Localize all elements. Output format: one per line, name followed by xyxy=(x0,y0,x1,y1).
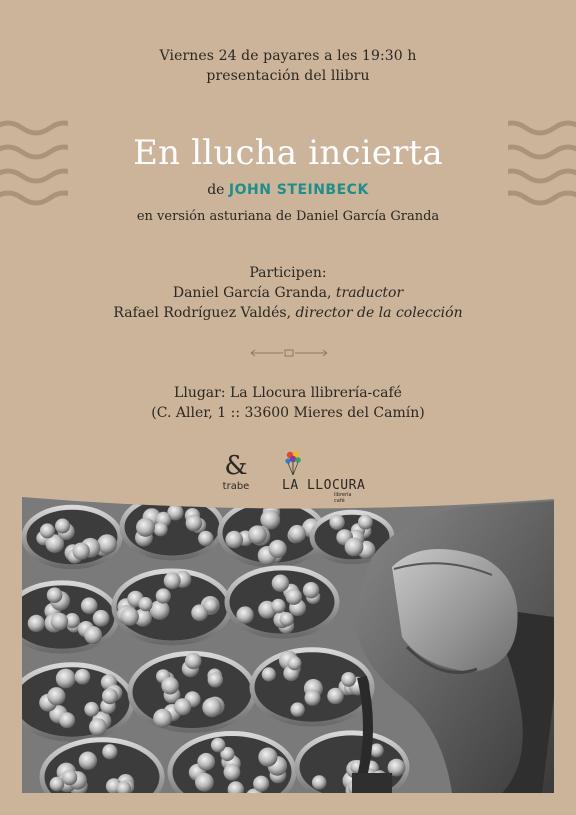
apple xyxy=(211,738,226,753)
apple xyxy=(89,718,107,736)
book-title: En llucha incierta xyxy=(133,133,443,173)
apple xyxy=(312,775,327,790)
participant-row xyxy=(0,283,576,303)
participants-heading: Participen: xyxy=(249,265,327,281)
author-name: JOHN STEINBECK xyxy=(228,182,369,198)
apple xyxy=(286,589,302,605)
apple xyxy=(28,615,45,632)
apple xyxy=(186,515,203,532)
trabe-logo xyxy=(214,453,258,497)
author-prefix: de xyxy=(207,182,225,198)
participant-role: director de la colección xyxy=(295,305,463,321)
apple xyxy=(358,515,373,530)
balloons-icon xyxy=(284,450,304,476)
venue-block xyxy=(0,383,576,423)
apple xyxy=(288,525,306,543)
apple xyxy=(280,612,294,626)
ampersand-icon: & xyxy=(224,451,248,481)
apple xyxy=(102,688,118,704)
apple-harvest-photo xyxy=(22,497,554,793)
apple xyxy=(202,698,222,718)
apple xyxy=(84,702,99,717)
la-llocura-logo xyxy=(280,450,366,504)
apple xyxy=(288,656,302,670)
apple xyxy=(51,613,69,631)
apple xyxy=(136,518,155,537)
apple xyxy=(50,777,65,792)
apple xyxy=(290,702,304,716)
apple xyxy=(224,764,241,781)
apple xyxy=(97,534,117,554)
apple xyxy=(329,515,344,530)
apple xyxy=(150,600,170,620)
participant-name: Daniel García Granda, xyxy=(172,285,332,301)
apple xyxy=(236,606,253,623)
apple xyxy=(93,610,110,627)
apple xyxy=(156,588,171,603)
event-date: Viernes 24 de payares a les 19:30 h xyxy=(159,48,417,64)
apple xyxy=(345,538,364,557)
la-llocura-logo-subtext: librería café xyxy=(334,492,352,504)
venue-address: (C. Aller, 1 :: 33600 Mieres del Camín) xyxy=(151,405,425,421)
participants-block xyxy=(0,263,576,323)
apple xyxy=(161,677,179,695)
apple xyxy=(102,744,117,759)
participant-row xyxy=(0,303,576,323)
apple xyxy=(164,572,181,589)
apple xyxy=(305,690,321,706)
apple xyxy=(197,753,215,771)
apple xyxy=(47,687,65,705)
la-llocura-logo-text: LA LLOCURA xyxy=(282,478,366,493)
trabe-logo-text: trabe xyxy=(222,481,250,492)
apple xyxy=(303,582,319,598)
apple xyxy=(198,531,213,546)
event-type: presentación del llibru xyxy=(206,68,370,84)
venue-place: Llugar: La Llocura llibrería-café xyxy=(174,385,402,401)
apple xyxy=(185,653,202,670)
apple xyxy=(195,773,214,792)
apple xyxy=(269,540,287,558)
apple xyxy=(327,688,344,705)
apple xyxy=(84,626,102,644)
apple xyxy=(73,543,90,560)
apple xyxy=(174,698,191,715)
apple xyxy=(154,522,168,536)
apple xyxy=(258,748,277,767)
translation-credit: en versión asturiana de Daniel García Granda xyxy=(136,209,440,224)
apple xyxy=(40,523,55,538)
apple xyxy=(75,669,91,685)
apple xyxy=(262,667,276,681)
apple xyxy=(138,597,152,611)
apple xyxy=(153,709,172,728)
participant-name: Rafael Rodríguez Valdés, xyxy=(113,305,292,321)
apple xyxy=(59,712,75,728)
author-line xyxy=(0,180,576,200)
apple xyxy=(81,597,98,614)
apple xyxy=(203,598,218,613)
apple xyxy=(248,525,267,544)
apple xyxy=(62,770,77,785)
apple xyxy=(47,587,63,603)
apple xyxy=(79,752,97,770)
participant-role: traductor xyxy=(335,285,404,301)
apple xyxy=(121,607,139,625)
apple xyxy=(341,672,356,687)
apple xyxy=(271,599,285,613)
event-header xyxy=(0,46,576,86)
apple xyxy=(55,519,70,534)
apple xyxy=(208,672,223,687)
divider-ornament-icon xyxy=(249,346,329,360)
apple xyxy=(253,776,269,792)
apple xyxy=(272,575,289,592)
apple xyxy=(56,669,76,689)
apple xyxy=(225,531,243,549)
